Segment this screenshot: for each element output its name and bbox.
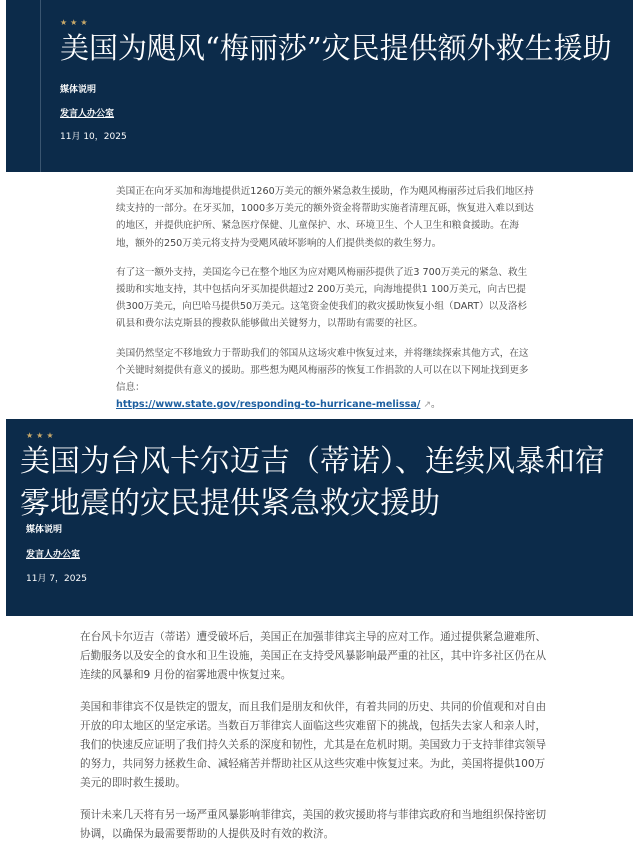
article-1-body	[116, 183, 534, 426]
article-2-header	[6, 419, 633, 616]
article-2-paragraph: 预计未来几天将有另一场严重风暴影响菲律宾，美国的救灾援助将与菲律宾政府和当地组织保持密切协调，以确保为最需要帮助的人提供及时有效的救济。	[80, 809, 547, 840]
article-1-paragraph: 有了这一额外支持，美国迄今已在整个地区为应对飓风梅丽莎提供了近3 700万美元的紧急、救生援助和实地支持，其中包括向牙买加提供超过2 200万美元，向海地提供1 100万美元，向古巴提供300万美元，向巴哈马提供50万美元。这笔资金使我们的救灾援助恢复小组（DART）以及洛杉矶县和费尔法克斯县的搜救队能够做出关键努力，以帮助有需要的社区。	[116, 266, 528, 330]
article-2-date: 11月 7，2025	[26, 574, 87, 584]
article-2-title: 美国为台风卡尔迈吉（蒂诺）、连续风暴和宿雾地震的灾民提供紧急救灾援助	[20, 444, 605, 521]
article-2-paragraph: 美国和菲律宾不仅是铁定的盟友，而且我们是朋友和伙伴，有着共同的历史、共同的价值观和对自由开放的印太地区的坚定承诺。当数百万菲律宾人面临这些灾难留下的挑战，包括失去家人和亲人时，我们的快速反应证明了我们持久关系的深度和韧性，尤其是在危机时期。美国致力于支持菲律宾领导的努力，共同努力拯救生命、减轻痛苦并帮助社区从这些灾难中恢复过来。为此，美国将提供100万美元的即时救生援助。	[80, 701, 547, 789]
divider	[40, 0, 41, 172]
article-1-paragraph-text: 美国仍然坚定不移地致力于帮助我们的邻国从这场灾难中恢复过来，并将继续探索其他方式，在这个关键时刻提供有意义的援助。那些想为飓风梅丽莎的恢复工作捐款的人可以在以下网址找到更多信息：	[116, 347, 529, 394]
article-1-category: 媒体说明	[60, 85, 97, 95]
article-2-office-link[interactable]: 发言人办公室	[26, 550, 81, 560]
article-1-date: 11月 10，2025	[60, 132, 127, 142]
stars-icon: ★★★	[26, 431, 57, 440]
article-1-paragraph: 美国正在向牙买加和海地提供近1260万美元的额外紧急救生援助，作为飓风梅丽莎过后我们地区持续支持的一部分。在牙买加，1000多万美元的额外资金将帮助实施者清理瓦砾，恢复进入难以到达的地区，并提供庇护所、紧急医疗保健、儿童保护、水、环境卫生、个人卫生和粮食援助。在海地，额外的250万美元将支持为受飓风破坏影响的人们提供类似的救生努力。	[116, 186, 534, 249]
article-1-title: 美国为飓风“梅丽莎”灾民提供额外救生援助	[60, 31, 612, 65]
stars-icon: ★★★	[60, 18, 91, 27]
hurricane-melissa-link[interactable]: https://www.state.gov/responding-to-hurricane-melissa/	[116, 399, 421, 411]
article-2-category: 媒体说明	[26, 525, 63, 535]
article-1-office-link[interactable]: 发言人办公室	[60, 109, 115, 119]
article-1-header	[6, 0, 633, 172]
article-1-paragraph	[116, 345, 534, 415]
article-2-paragraph: 在台风卡尔迈吉（蒂诺）遭受破坏后，美国正在加强菲律宾主导的应对工作。通过提供紧急避难所、后勤服务以及安全的食水和卫生设施，美国正在支持受风暴影响最严重的社区，其中许多社区仍在从连续的风暴和9 月份的宿雾地震中恢复过来。	[80, 631, 547, 681]
link-suffix: 。	[430, 399, 441, 411]
external-link-icon: ↗	[423, 400, 431, 411]
article-2-body	[80, 628, 550, 857]
